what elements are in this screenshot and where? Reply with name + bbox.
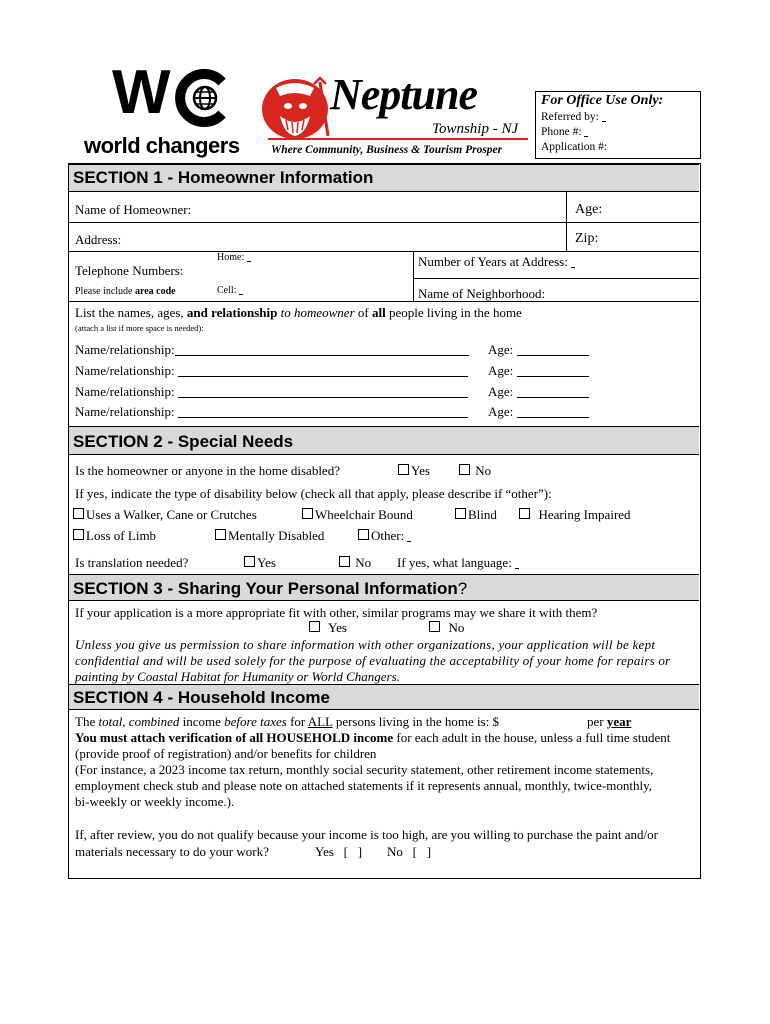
office-phone-field[interactable] [584, 136, 588, 137]
household-age-label: Age: [488, 404, 514, 419]
checkbox[interactable] [455, 508, 466, 519]
opt-limb[interactable] [73, 528, 156, 544]
disability-type-question: If yes, indicate the type of disability below (check all that apply, please describe if “other”): [75, 486, 552, 501]
household-age-field[interactable] [517, 355, 589, 356]
office-phone-label: Phone #: [541, 126, 582, 138]
opt-wheelchair[interactable] [302, 507, 413, 523]
list-text-2: of [354, 305, 372, 320]
household-age-row [488, 363, 589, 379]
zip-label: Zip: [575, 231, 599, 246]
household-list-instruction [75, 305, 522, 321]
attach-list-note: (attach a list if more space is needed): [75, 323, 204, 333]
disabled-no-option[interactable] [459, 463, 491, 479]
household-row [75, 363, 468, 379]
income-period [587, 714, 631, 730]
household-name-label: Name/relationship: [75, 342, 175, 357]
years-at-address-field[interactable] [571, 267, 575, 268]
checkbox[interactable] [459, 464, 470, 475]
share-no-option[interactable] [429, 620, 464, 636]
opt-walker[interactable] [73, 507, 257, 523]
translation-yes-label: Yes [257, 555, 276, 570]
language-question: If yes, what language: [397, 555, 512, 570]
section-3-title-suffix: ? [457, 579, 468, 598]
section-4-header [69, 684, 699, 710]
checkbox[interactable] [244, 556, 255, 567]
checkbox[interactable] [215, 529, 226, 540]
list-text-bold-2: all [371, 305, 386, 320]
example-line-2: employment check stub and please note on attached statements if it represents annual, monthly, twice-monthly, [75, 778, 653, 793]
household-name-field[interactable] [178, 397, 468, 398]
household-age-label: Age: [488, 342, 514, 357]
household-row [75, 384, 468, 400]
share-yes-label: Yes [328, 620, 347, 635]
neptune-emblem-icon [258, 76, 332, 147]
verification-rest: for each adult in the house, unless a full time student [393, 730, 671, 745]
translation-no-label: No [355, 555, 372, 570]
income-statement [75, 714, 499, 730]
disabled-yes-option[interactable] [398, 463, 430, 479]
verification-line-1 [75, 730, 670, 746]
address-label: Address: [75, 232, 122, 247]
household-age-field[interactable] [517, 417, 589, 418]
household-age-label: Age: [488, 363, 514, 378]
section-4-title: Household Income [177, 688, 330, 707]
opt-mental-label: Mentally Disabled [228, 528, 325, 543]
office-phone-row [541, 126, 588, 138]
review-line-2: materials necessary to do your work? [75, 844, 269, 859]
wc-tagline: world changers [84, 133, 240, 158]
office-referred-label: Referred by: [541, 111, 599, 123]
home-phone-field[interactable] [247, 261, 251, 262]
neptune-title: Neptune [330, 70, 477, 119]
opt-walker-label: Uses a Walker, Cane or Crutches [86, 507, 257, 522]
household-name-label: Name/relationship: [75, 404, 175, 419]
household-age-row [488, 404, 589, 420]
wc-logo-mark [112, 58, 165, 127]
language-row [397, 555, 519, 571]
checkbox[interactable] [73, 508, 84, 519]
share-yes-option[interactable] [309, 620, 347, 636]
neptune-subtitle: Township - NJ [432, 121, 519, 137]
section-3-title: Sharing Your Personal Information [177, 579, 458, 598]
opt-mental[interactable] [215, 528, 324, 544]
cell-phone-field[interactable] [239, 294, 243, 295]
opt-other[interactable] [358, 528, 411, 544]
checkbox[interactable] [429, 621, 440, 632]
checkbox[interactable] [309, 621, 320, 632]
share-question: If your application is a more appropriate fit with other, similar programs may we share it with them? [75, 605, 598, 620]
section-4-title-prefix: SECTION 4 - [73, 688, 178, 707]
section-2-title: SECTION 2 - Special Needs [73, 432, 294, 451]
share-no-label: No [448, 620, 465, 635]
list-text-italic: to homeowner [277, 305, 355, 320]
income-text-all: ALL [307, 714, 333, 729]
verification-bold: You must attach verification of all HOUSEHOLD income [75, 730, 394, 745]
household-name-field[interactable] [178, 417, 468, 418]
household-name-label: Name/relationship: [75, 363, 175, 378]
review-line-1: If, after review, you do not qualify because your income is too high, are you willing to purchase the paint and/or [75, 827, 658, 842]
checkbox[interactable] [519, 508, 530, 519]
household-age-label: Age: [488, 384, 514, 399]
application-form [68, 163, 701, 879]
office-use-box [535, 91, 701, 159]
household-age-field[interactable] [517, 376, 589, 377]
household-row [75, 404, 468, 420]
age-label: Age: [575, 202, 603, 217]
opt-blind-label: Blind [468, 507, 497, 522]
checkbox[interactable] [302, 508, 313, 519]
list-text-1: List the names, ages, [75, 305, 187, 320]
section-3-title-prefix: SECTION 3 - [73, 579, 178, 598]
home-phone-row [217, 252, 251, 263]
homeowner-name-label: Name of Homeowner: [75, 202, 192, 217]
confidentiality-notice-line-3: painting by Coastal Habitat for Humanity or World Changers. [75, 669, 400, 684]
household-name-field[interactable] [178, 376, 468, 377]
opt-hearing[interactable] [519, 507, 631, 523]
example-line-1: (For instance, a 2023 income tax return, monthly social security statement, other retirement income statements, [75, 762, 654, 777]
wc-logo-letter: W [112, 58, 165, 127]
disabled-yes-label: Yes [411, 463, 430, 478]
years-at-address-row [418, 254, 575, 270]
neighborhood-label: Name of Neighborhood: [418, 286, 546, 301]
year-label: year [606, 714, 632, 729]
area-code-note [75, 286, 176, 297]
checkbox[interactable] [358, 529, 369, 540]
neptune-divider [268, 138, 528, 140]
review-yes-option[interactable]: Yes [ ] [315, 844, 363, 859]
referred-field[interactable] [602, 121, 606, 122]
income-text-3: for [286, 714, 308, 729]
confidentiality-notice-line-1: Unless you give us permission to share information with other organizations, your application will be kept [75, 637, 656, 652]
per-label: per [587, 714, 607, 729]
income-text-italic-2: before taxes [224, 714, 287, 729]
checkbox[interactable] [398, 464, 409, 475]
disabled-question: Is the homeowner or anyone in the home disabled? [75, 463, 340, 478]
office-referred-row [541, 111, 606, 123]
opt-blind[interactable] [455, 507, 497, 523]
years-at-address-label: Number of Years at Address: [418, 254, 568, 269]
cell-phone-row [217, 285, 243, 296]
list-text-bold-1: and relationship [186, 305, 278, 320]
income-text-4: persons living in the home is: $ [332, 714, 500, 729]
language-field[interactable] [515, 568, 519, 569]
globe-icon [172, 68, 232, 133]
checkbox[interactable] [339, 556, 350, 567]
opt-hearing-label: Hearing Impaired [538, 507, 631, 522]
household-age-field[interactable] [517, 397, 589, 398]
opt-wheelchair-label: Wheelchair Bound [315, 507, 413, 522]
section-1-header [69, 164, 699, 192]
income-text-italic-1: total, combined [98, 714, 180, 729]
translation-no-option[interactable] [339, 555, 371, 571]
household-age-row [488, 342, 589, 358]
translation-yes-option[interactable] [244, 555, 276, 571]
section-1-title: SECTION 1 - Homeowner Information [73, 168, 374, 187]
income-text-2: income [179, 714, 225, 729]
household-age-row [488, 384, 589, 400]
example-line-3: bi-weekly or weekly income.). [75, 794, 235, 809]
section-2-header [69, 426, 699, 455]
opt-other-label: Other: [371, 528, 405, 543]
section-3-header [69, 574, 699, 601]
opt-limb-label: Loss of Limb [86, 528, 157, 543]
confidentiality-notice-line-2: confidential and will be used solely for the purpose of evaluating the acceptability of your home for repairs or [75, 653, 671, 668]
translation-question: Is translation needed? [75, 555, 189, 570]
home-phone-label: Home: [217, 252, 245, 263]
office-application-label: Application #: [541, 141, 608, 153]
review-no-option[interactable]: No [ ] [387, 844, 432, 859]
neptune-tagline: Where Community, Business & Tourism Prosper [271, 144, 503, 156]
household-name-label: Name/relationship: [75, 384, 175, 399]
disabled-no-label: No [475, 463, 492, 478]
area-code-note-text: Please include [75, 286, 135, 297]
verification-line-2: (provide proof of registration) and/or benefits for children [75, 746, 377, 761]
household-name-field[interactable] [175, 355, 469, 356]
office-use-title: For Office Use Only: [541, 93, 664, 108]
telephone-label: Telephone Numbers: [75, 263, 184, 278]
other-field[interactable] [407, 541, 411, 542]
income-text-1: The [75, 714, 99, 729]
area-code-note-bold: area code [134, 286, 176, 297]
household-row [75, 342, 469, 358]
cell-phone-label: Cell: [217, 285, 237, 296]
checkbox[interactable] [73, 529, 84, 540]
list-text-3: people living in the home [385, 305, 522, 320]
